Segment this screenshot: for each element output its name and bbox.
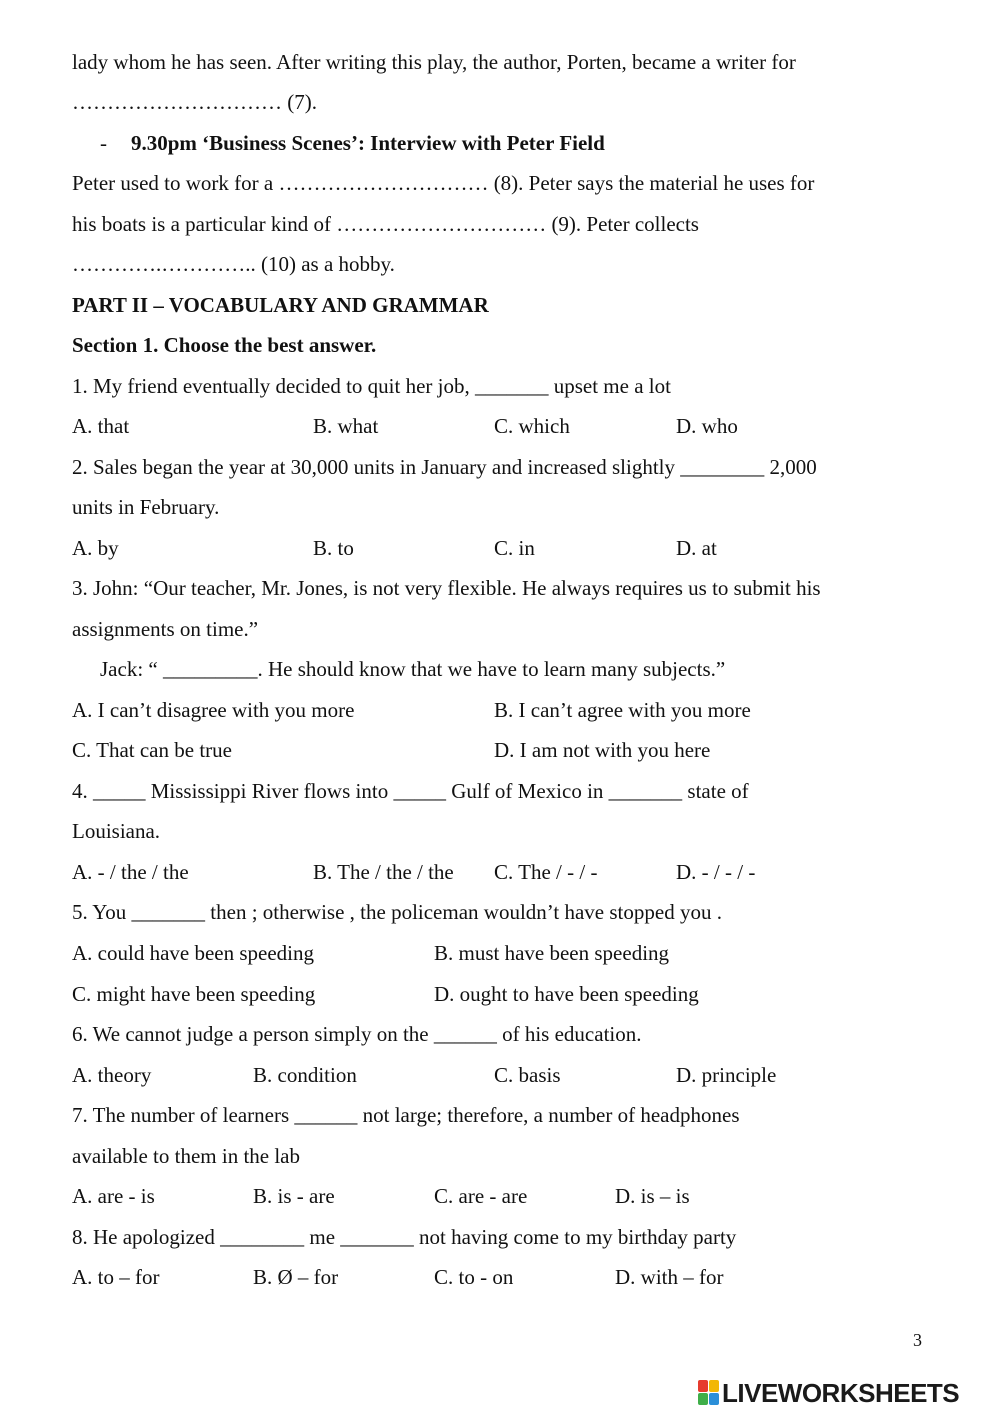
q8-option-a[interactable]: A. to – for xyxy=(72,1265,160,1289)
question-1-text: 1. My friend eventually decided to quit her job, _______ upset me a lot xyxy=(72,374,671,398)
q5-option-d[interactable]: D. ought to have been speeding xyxy=(434,982,699,1006)
section-title: Section 1. Choose the best answer. xyxy=(72,333,377,357)
q2-option-a[interactable]: A. by xyxy=(72,536,119,560)
q4-option-b[interactable]: B. The / the / the xyxy=(313,860,454,884)
logo-mark-square-red xyxy=(698,1380,708,1392)
q3-option-b[interactable]: B. I can’t agree with you more xyxy=(494,698,751,722)
q4-option-d[interactable]: D. - / - / - xyxy=(676,860,756,884)
question-4-text: 4. _____ Mississippi River flows into _____ Gulf of Mexico in _______ state of xyxy=(72,779,749,803)
q5-option-a[interactable]: A. could have been speeding xyxy=(72,941,315,965)
q1-option-d[interactable]: D. who xyxy=(676,414,738,438)
liveworksheets-logo xyxy=(698,1378,994,1408)
heading-dash: - xyxy=(100,131,107,155)
q5-option-c[interactable]: C. might have been speeding xyxy=(72,982,316,1006)
logo-text: LIVEWORKSHEETS xyxy=(722,1378,960,1408)
question-7-text-cont: available to them in the lab xyxy=(72,1144,301,1168)
q6-option-a[interactable]: A. theory xyxy=(72,1063,152,1087)
question-2-text-cont: units in February. xyxy=(72,495,220,519)
question-4-text-cont: Louisiana. xyxy=(72,819,161,843)
passage-line-1: lady whom he has seen. After writing this play, the author, Porten, became a writer for xyxy=(72,50,796,74)
q6-option-d[interactable]: D. principle xyxy=(676,1063,777,1087)
q7-option-c[interactable]: C. are - are xyxy=(434,1184,528,1208)
q7-option-a[interactable]: A. are - is xyxy=(72,1184,155,1208)
passage-line-4: his boats is a particular kind of ………………………… (9). Peter collects xyxy=(72,212,699,236)
logo-mark-square-blue xyxy=(709,1393,719,1405)
q4-option-c[interactable]: C. The / - / - xyxy=(494,860,598,884)
question-3-text: 3. John: “Our teacher, Mr. Jones, is not very flexible. He always requires us to submit his xyxy=(72,576,821,600)
q3-option-d[interactable]: D. I am not with you here xyxy=(494,738,711,762)
q1-option-b[interactable]: B. what xyxy=(313,414,379,438)
q6-option-c[interactable]: C. basis xyxy=(494,1063,561,1087)
logo-mark-square-green xyxy=(698,1393,708,1405)
q8-option-d[interactable]: D. with – for xyxy=(615,1265,724,1289)
logo-mark-square-yellow xyxy=(709,1380,719,1392)
q6-option-b[interactable]: B. condition xyxy=(253,1063,357,1087)
q8-option-b[interactable]: B. Ø – for xyxy=(253,1265,339,1289)
passage-line-5: ………….………….. (10) as a hobby. xyxy=(72,252,395,276)
passage-line-2: ………………………… (7). xyxy=(72,90,317,114)
q7-option-d[interactable]: D. is – is xyxy=(615,1184,690,1208)
question-8-text: 8. He apologized ________ me _______ not having come to my birthday party xyxy=(72,1225,737,1249)
q7-option-b[interactable]: B. is - are xyxy=(253,1184,335,1208)
program-heading: 9.30pm ‘Business Scenes’: Interview with Peter Field xyxy=(131,131,605,155)
question-7-text: 7. The number of learners ______ not large; therefore, a number of headphones xyxy=(72,1103,740,1127)
q1-option-c[interactable]: C. which xyxy=(494,414,570,438)
q5-option-b[interactable]: B. must have been speeding xyxy=(434,941,670,965)
q2-option-d[interactable]: D. at xyxy=(676,536,717,560)
question-5-text: 5. You _______ then ; otherwise , the policeman wouldn’t have stopped you . xyxy=(72,900,722,924)
q3-option-a[interactable]: A. I can’t disagree with you more xyxy=(72,698,355,722)
q4-option-a[interactable]: A. - / the / the xyxy=(72,860,189,884)
question-3-reply: Jack: “ _________. He should know that we have to learn many subjects.” xyxy=(100,657,726,681)
part-title: PART II – VOCABULARY AND GRAMMAR xyxy=(72,293,489,317)
q1-option-a[interactable]: A. that xyxy=(72,414,130,438)
logo-mark-icon xyxy=(698,1380,720,1406)
page-number: 3 xyxy=(913,1330,922,1350)
q2-option-c[interactable]: C. in xyxy=(494,536,535,560)
question-2-text: 2. Sales began the year at 30,000 units in January and increased slightly ________ 2,000 xyxy=(72,455,817,479)
q8-option-c[interactable]: C. to - on xyxy=(434,1265,514,1289)
passage-line-3: Peter used to work for a ………………………… (8). Peter says the material he uses for xyxy=(72,171,815,195)
question-3-text-cont: assignments on time.” xyxy=(72,617,259,641)
q3-option-c[interactable]: C. That can be true xyxy=(72,738,232,762)
question-6-text: 6. We cannot judge a person simply on the ______ of his education. xyxy=(72,1022,642,1046)
q2-option-b[interactable]: B. to xyxy=(313,536,354,560)
